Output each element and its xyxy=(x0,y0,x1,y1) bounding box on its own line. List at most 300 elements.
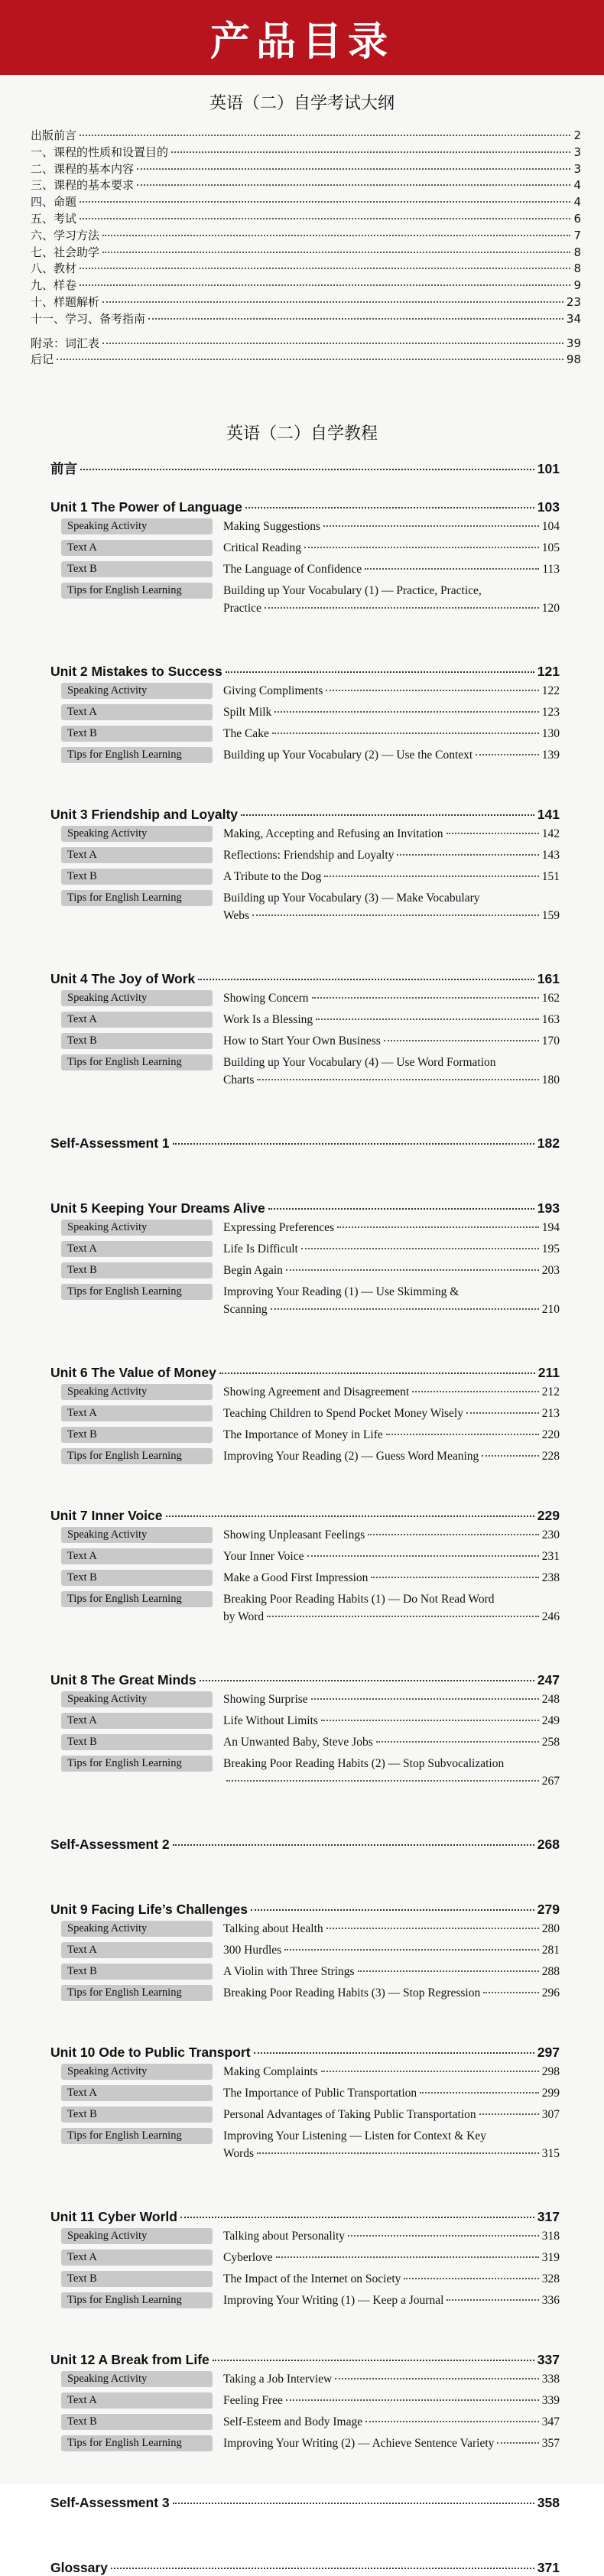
section-badge: Speaking Activity xyxy=(61,1921,213,1937)
content-title xyxy=(223,1548,560,1564)
dot-leader xyxy=(276,2256,539,2258)
content-title-text: The Impact of the Internet on Society xyxy=(223,2272,401,2285)
unit-content-row xyxy=(61,1282,560,1303)
content-page: 258 xyxy=(541,1736,560,1749)
content-title xyxy=(223,890,560,906)
content-title-text: Taking a Job Interview xyxy=(223,2373,333,2386)
section-title xyxy=(50,1836,560,1853)
dot-leader xyxy=(321,1720,539,1721)
content-page: 328 xyxy=(541,2272,560,2285)
dot-leader xyxy=(254,2052,534,2054)
syllabus-entry-label: 八、教材 xyxy=(31,261,77,276)
section-badge: Speaking Activity xyxy=(61,2371,213,2387)
dot-leader xyxy=(311,1698,539,1700)
content-title-text: Building up Your Vocabulary (4) — Use Word Formation xyxy=(223,1056,496,1069)
dot-leader xyxy=(173,1143,534,1145)
syllabus-entry xyxy=(31,352,581,366)
section-badge: Text B xyxy=(61,1734,213,1750)
content-title xyxy=(223,1713,560,1729)
content-title xyxy=(223,1033,560,1049)
dot-leader xyxy=(245,507,534,508)
unit-content-row xyxy=(61,1689,560,1710)
content-page: 336 xyxy=(541,2294,560,2307)
content-title-text: Self-Esteem and Body Image xyxy=(223,2415,363,2428)
syllabus-entry-page: 9 xyxy=(573,278,581,293)
section-badge: Speaking Activity xyxy=(61,1220,213,1236)
unit-content-row xyxy=(61,1446,560,1467)
content-title-text: Improving Your Listening — Listen for Context & Key xyxy=(223,2129,486,2142)
content-page: 315 xyxy=(541,2147,560,2160)
unit-title-label: Unit 9 Facing Life’s Challenges xyxy=(50,1902,248,1917)
content-title-text: Work Is a Blessing xyxy=(223,1013,313,1026)
content-title xyxy=(223,2107,560,2123)
content-page: 120 xyxy=(541,602,560,615)
section-badge: Text A xyxy=(61,2250,213,2266)
unit-content-row xyxy=(61,2290,560,2311)
dot-leader xyxy=(348,2235,539,2237)
content-page: 267 xyxy=(541,1775,560,1788)
dot-leader xyxy=(102,252,570,253)
dot-leader xyxy=(102,301,563,303)
unit-title xyxy=(50,499,560,515)
dot-leader xyxy=(482,1455,538,1457)
section-title-page: 182 xyxy=(537,1135,560,1151)
content-title xyxy=(223,1964,560,1980)
unit-content-row xyxy=(61,1732,560,1753)
content-title xyxy=(223,2435,560,2451)
content-title-text: Teaching Children to Spend Pocket Money Wisely xyxy=(223,1407,463,1420)
unit-title-page: 141 xyxy=(537,807,560,822)
content-page: 249 xyxy=(541,1714,560,1727)
unit-content-row xyxy=(61,2369,560,2390)
content-page: 238 xyxy=(541,1571,560,1584)
section-badge: Text A xyxy=(61,1548,213,1564)
unit-content-row xyxy=(61,988,560,1009)
unit-content-row xyxy=(61,2226,560,2247)
textbook-heading: 英语（二）自学教程 xyxy=(226,424,378,443)
content-title-continued xyxy=(223,1609,560,1625)
content-title-text: Critical Reading xyxy=(223,541,302,554)
unit-content-row xyxy=(61,1983,560,2004)
dot-leader xyxy=(200,1680,534,1681)
content-page: 123 xyxy=(541,706,560,719)
section-badge: Text B xyxy=(61,1964,213,1980)
dot-leader xyxy=(102,343,563,344)
dot-leader xyxy=(284,1949,539,1951)
syllabus-heading: 英语（二）自学考试大纲 xyxy=(209,94,395,113)
section-badge: Text B xyxy=(61,869,213,885)
content-title-continued xyxy=(223,1301,560,1317)
content-title-text: Building up Your Vocabulary (2) — Use the Context xyxy=(223,749,473,762)
content-page: 230 xyxy=(541,1528,560,1541)
section-badge: Tips for English Learning xyxy=(61,1054,213,1070)
unit-title-label: Unit 10 Ode to Public Transport xyxy=(50,2045,251,2060)
section-badge: Text B xyxy=(61,726,213,742)
content-title-text: Making Suggestions xyxy=(223,520,321,533)
unit-content-row xyxy=(61,823,560,845)
continued-text: by Word xyxy=(223,1610,265,1623)
continued-text: Charts xyxy=(223,1074,255,1087)
content-title xyxy=(223,1570,560,1586)
dot-leader xyxy=(274,711,538,713)
content-title-text: Showing Agreement and Disagreement xyxy=(223,1385,410,1398)
content-title xyxy=(223,1054,560,1070)
section-badge: Text A xyxy=(61,1942,213,1958)
content-title-text: The Language of Confidence xyxy=(223,563,362,576)
unit-title-label: Unit 12 A Break from Life xyxy=(50,2352,209,2367)
content-title-text: Breaking Poor Reading Habits (2) — Stop Subvocalization xyxy=(223,1757,505,1770)
content-title xyxy=(223,1012,560,1028)
unit-title-page: 279 xyxy=(537,1902,560,1917)
dot-leader xyxy=(111,2568,534,2569)
content-page: 220 xyxy=(541,1428,560,1441)
dot-leader xyxy=(412,1391,539,1392)
content-title-text: Improving Your Writing (1) — Keep a Journal xyxy=(223,2294,444,2307)
section-title xyxy=(50,2494,560,2511)
section-badge: Text B xyxy=(61,2107,213,2123)
content-title-text: Making Complaints xyxy=(223,2065,318,2078)
section-badge: Text A xyxy=(61,1241,213,1257)
content-title xyxy=(223,2064,560,2080)
content-page: 194 xyxy=(541,1221,560,1234)
content-page: 280 xyxy=(541,1922,560,1935)
content-title-text: Building up Your Vocabulary (1) — Practice, Practice, xyxy=(223,584,482,597)
section-badge: Text B xyxy=(61,2414,213,2430)
section-badge: Text B xyxy=(61,2271,213,2287)
dot-leader xyxy=(376,1741,539,1743)
unit-title-label: Unit 4 The Joy of Work xyxy=(50,971,196,986)
dot-leader xyxy=(365,568,539,570)
dot-leader xyxy=(272,733,539,734)
content-title xyxy=(223,1734,560,1750)
unit-title-label: Unit 7 Inner Voice xyxy=(50,1508,163,1523)
content-title xyxy=(223,1921,560,1937)
content-title xyxy=(223,704,560,720)
preface-entry-label: 前言 xyxy=(50,461,77,476)
unit-content-row xyxy=(61,2126,560,2147)
dot-leader xyxy=(497,2442,538,2444)
dot-leader xyxy=(324,875,538,877)
unit-content-row xyxy=(61,1009,560,1031)
content-title xyxy=(223,1284,560,1300)
unit-title-page: 193 xyxy=(537,1200,560,1216)
unit-title xyxy=(50,970,560,987)
content-page: 307 xyxy=(541,2108,560,2121)
dot-leader xyxy=(286,1269,539,1271)
unit-content-row xyxy=(61,1525,560,1546)
content-title-text: How to Start Your Own Business xyxy=(223,1035,381,1048)
syllabus-entry xyxy=(31,212,581,226)
content-title xyxy=(223,847,560,863)
section-badge: Tips for English Learning xyxy=(61,1284,213,1300)
syllabus-entry xyxy=(31,162,581,176)
content-page: 228 xyxy=(541,1450,560,1463)
content-title xyxy=(223,2085,560,2101)
dot-leader xyxy=(257,2152,539,2154)
dot-leader xyxy=(466,1412,539,1414)
content-page: 163 xyxy=(541,1013,560,1026)
dot-leader xyxy=(365,2421,539,2422)
unit-title-label: Unit 1 The Power of Language xyxy=(50,499,242,515)
syllabus-entry-label: 后记 xyxy=(31,352,54,367)
content-title xyxy=(223,2271,560,2287)
syllabus-entry-page: 39 xyxy=(566,336,581,350)
catalog-banner xyxy=(0,0,604,75)
unit-content-row xyxy=(61,2061,560,2083)
section-title-label: Glossary xyxy=(50,2560,108,2575)
content-page: 142 xyxy=(541,827,560,840)
unit-content-row xyxy=(61,2104,560,2126)
section-badge: Speaking Activity xyxy=(61,990,213,1006)
syllabus-entry-label: 六、学习方法 xyxy=(31,228,100,242)
unit-title-page: 121 xyxy=(537,664,560,679)
section-title xyxy=(50,1135,560,1152)
dot-leader xyxy=(80,135,570,136)
dot-leader xyxy=(148,318,563,320)
unit-content-row xyxy=(61,866,560,888)
content-title xyxy=(223,1527,560,1543)
dot-leader xyxy=(173,1844,534,1846)
dot-leader xyxy=(251,1909,534,1911)
unit-title-page: 297 xyxy=(537,2045,560,2060)
unit-content-row xyxy=(61,580,560,602)
content-title-text: Making, Accepting and Refusing an Invitation xyxy=(223,827,443,840)
content-page: 296 xyxy=(541,1986,560,1999)
content-title xyxy=(223,1691,560,1707)
syllabus-entry-label: 十一、学习、备考指南 xyxy=(31,311,146,326)
dot-leader xyxy=(476,754,539,755)
content-title xyxy=(223,1942,560,1958)
dot-leader xyxy=(404,2278,538,2279)
syllabus-entry xyxy=(31,178,581,192)
content-title xyxy=(223,2250,560,2266)
unit-title-label: Unit 3 Friendship and Loyalty xyxy=(50,807,239,822)
dot-leader xyxy=(226,1780,539,1782)
syllabus-entry-page: 98 xyxy=(566,352,581,367)
content-title-text: Begin Again xyxy=(223,1264,283,1277)
dot-leader xyxy=(371,1577,538,1578)
dot-leader xyxy=(198,979,534,980)
unit-content-row xyxy=(61,681,560,702)
syllabus-entry-page: 23 xyxy=(566,295,581,309)
unit-content-row xyxy=(61,2269,560,2290)
content-page: 122 xyxy=(541,684,560,697)
content-title-text: The Importance of Money in Life xyxy=(223,1428,383,1441)
content-title-text: Make a Good First Impression xyxy=(223,1571,369,1584)
content-title xyxy=(223,747,560,763)
unit-title xyxy=(50,1671,560,1688)
syllabus-entry-label: 十、样题解析 xyxy=(31,295,100,309)
syllabus-entry xyxy=(31,229,581,242)
syllabus-entry xyxy=(31,245,581,259)
unit-content-row xyxy=(61,1424,560,1446)
content-title xyxy=(223,683,560,699)
dot-leader xyxy=(268,1208,534,1210)
dot-leader xyxy=(80,218,570,219)
content-page: 130 xyxy=(541,727,560,740)
dot-leader xyxy=(80,469,534,470)
dot-leader xyxy=(80,268,570,269)
syllabus-entry-page: 6 xyxy=(573,212,581,226)
unit-content-row xyxy=(61,516,560,538)
content-title-text: Improving Your Reading (2) — Guess Word Meaning xyxy=(223,1450,479,1463)
dot-leader xyxy=(80,201,570,203)
section-title-label: Self-Assessment 2 xyxy=(50,1837,170,1852)
content-page: 347 xyxy=(541,2415,560,2428)
syllabus-entry-page: 8 xyxy=(573,261,581,276)
content-title-text: Cyberlove xyxy=(223,2251,273,2264)
dot-leader xyxy=(447,833,539,834)
content-page: 248 xyxy=(541,1693,560,1706)
content-page: 212 xyxy=(541,1385,560,1398)
continued-text: Scanning xyxy=(223,1303,268,1316)
content-page: 203 xyxy=(541,1264,560,1277)
dot-leader xyxy=(241,814,534,816)
content-title-text: Life Without Limits xyxy=(223,1714,318,1727)
content-title-text: Showing Concern xyxy=(223,992,309,1005)
dot-leader xyxy=(447,2299,538,2301)
syllabus-entry-page: 3 xyxy=(573,145,581,159)
dot-leader xyxy=(286,2399,539,2401)
unit-content-row xyxy=(61,2433,560,2454)
section-badge: Speaking Activity xyxy=(61,518,213,534)
unit-title-page: 337 xyxy=(537,2352,560,2367)
content-title-text: An Unwanted Baby, Steve Jobs xyxy=(223,1736,373,1749)
content-title-continued xyxy=(223,1773,560,1789)
unit-content-row xyxy=(61,723,560,745)
section-badge: Text A xyxy=(61,847,213,863)
unit-content-row xyxy=(61,1239,560,1260)
content-title xyxy=(223,1262,560,1278)
syllabus-entry xyxy=(31,145,581,159)
unit-content-row xyxy=(61,559,560,580)
syllabus-entry-label: 五、考试 xyxy=(31,212,77,226)
unit-title-label: Unit 11 Cyber World xyxy=(50,2209,177,2224)
dot-leader xyxy=(386,1434,539,1435)
content-title xyxy=(223,1756,560,1772)
content-title xyxy=(223,826,560,842)
syllabus-entry xyxy=(31,295,581,309)
unit-content-row xyxy=(61,1382,560,1403)
unit-content-row xyxy=(61,1940,560,1961)
section-title-page: 358 xyxy=(537,2495,560,2510)
unit-title xyxy=(50,1507,560,1524)
unit-title-label: Unit 2 Mistakes to Success xyxy=(50,664,222,679)
section-badge: Tips for English Learning xyxy=(61,583,213,599)
unit-content-row xyxy=(61,2247,560,2269)
dot-leader xyxy=(337,1226,539,1228)
unit-content-row xyxy=(61,2390,560,2412)
section-badge: Tips for English Learning xyxy=(61,1591,213,1607)
unit-title-label: Unit 8 The Great Minds xyxy=(50,1672,196,1688)
section-title-page: 268 xyxy=(537,1837,560,1852)
content-page: 318 xyxy=(541,2230,560,2243)
content-title xyxy=(223,1405,560,1421)
content-page: 210 xyxy=(541,1303,560,1316)
unit-title xyxy=(50,2208,560,2225)
dot-leader xyxy=(384,1040,539,1041)
content-title xyxy=(223,1241,560,1257)
unit-content-row xyxy=(61,702,560,723)
content-page: 180 xyxy=(541,1074,560,1087)
dot-leader xyxy=(304,547,539,548)
content-title xyxy=(223,726,560,742)
dot-leader xyxy=(335,2378,539,2379)
content-title-text: 300 Hurdles xyxy=(223,1944,282,1957)
banner-title: 产品目录 xyxy=(209,18,394,65)
dot-leader xyxy=(213,2360,534,2361)
content-page: 162 xyxy=(541,992,560,1005)
section-badge: Text A xyxy=(61,1713,213,1729)
content-title xyxy=(223,1427,560,1443)
unit-content-row xyxy=(61,888,560,909)
section-badge: Text B xyxy=(61,561,213,577)
syllabus-entry-page: 7 xyxy=(573,228,581,242)
unit-title xyxy=(50,2351,560,2368)
unit-title xyxy=(50,2044,560,2061)
content-title-text: Talking about Personality xyxy=(223,2230,346,2243)
content-title-continued xyxy=(223,2146,560,2162)
syllabus-entry-label: 一、课程的性质和设置目的 xyxy=(31,145,169,159)
unit-content-row xyxy=(61,1052,560,1074)
content-title-text: The Cake xyxy=(223,727,269,740)
section-badge: Tips for English Learning xyxy=(61,2128,213,2144)
section-badge: Speaking Activity xyxy=(61,1527,213,1543)
content-title-text: Improving Your Reading (1) — Use Skimming & xyxy=(223,1285,459,1298)
content-page: 139 xyxy=(541,749,560,762)
section-badge: Speaking Activity xyxy=(61,1384,213,1400)
content-title-continued xyxy=(223,908,560,924)
dot-leader xyxy=(483,1992,539,1993)
unit-title-page: 161 xyxy=(537,971,560,986)
content-title xyxy=(223,1220,560,1236)
unit-title-page: 211 xyxy=(537,1365,560,1380)
syllabus-entry-label: 九、样卷 xyxy=(31,278,77,293)
content-page: 281 xyxy=(541,1944,560,1957)
content-title-text: Spilt Milk xyxy=(223,706,272,719)
content-title-text: Your Inner Voice xyxy=(223,1550,304,1563)
content-title xyxy=(223,518,560,534)
content-title xyxy=(223,583,560,599)
content-title xyxy=(223,1591,560,1607)
dot-leader xyxy=(80,284,570,286)
unit-title-page: 229 xyxy=(537,1508,560,1523)
preface-entry-page: 101 xyxy=(537,461,560,476)
syllabus-entry xyxy=(31,312,581,326)
preface-entry xyxy=(50,460,560,477)
dot-leader xyxy=(137,184,570,186)
dot-leader xyxy=(358,1970,539,1972)
section-badge: Text A xyxy=(61,704,213,720)
unit-title xyxy=(50,663,560,680)
dot-leader xyxy=(102,235,570,236)
content-title xyxy=(223,2292,560,2308)
unit-content-row xyxy=(61,1031,560,1052)
section-badge: Tips for English Learning xyxy=(61,1756,213,1772)
unit-content-row xyxy=(61,1567,560,1589)
content-page: 298 xyxy=(541,2065,560,2078)
unit-title xyxy=(50,1901,560,1918)
content-page: 288 xyxy=(541,1965,560,1978)
syllabus-entry-label: 二、课程的基本内容 xyxy=(31,161,135,176)
section-badge: Tips for English Learning xyxy=(61,2292,213,2308)
unit-content-row xyxy=(61,1961,560,1983)
dot-leader xyxy=(166,1515,534,1517)
dot-leader xyxy=(321,2071,539,2072)
content-title-text: The Importance of Public Transportation xyxy=(223,2087,417,2100)
content-page: 151 xyxy=(541,870,560,883)
section-badge: Tips for English Learning xyxy=(61,890,213,906)
